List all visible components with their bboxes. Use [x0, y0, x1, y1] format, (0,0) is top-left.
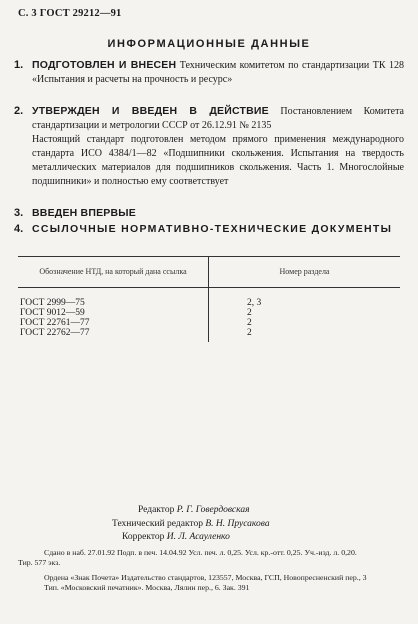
- info-item-4: [14, 222, 404, 237]
- column-header-document: Обозначение НТД, на который дана ссылка: [18, 257, 209, 288]
- reference-table: [18, 256, 400, 342]
- cell-section: 2: [247, 308, 252, 318]
- item-number: 2.: [14, 105, 24, 117]
- imprint-print-data: Сдано в наб. 27.01.92 Подп. в печ. 14.04.92 Усл. печ. л. 0,25. Усл. кр.-отт. 0,25. Уч.-изд. л. 0,20.: [44, 548, 357, 557]
- column-header-section: Номер раздела: [209, 257, 401, 288]
- item-paragraph: Настоящий стандарт подготовлен методом прямого применения международного стандарта ИСО 4384/1—82 «Подшипники скольжения. Испытания на твердость металлических материалов для подшипников скольжения. Часть 1. Многослойные подшипники» и полностью ему соответствует: [32, 134, 404, 187]
- corrector-line: [112, 531, 270, 545]
- info-item-1: [14, 58, 404, 87]
- item-heading: ВВЕДЕН ВПЕРВЫЕ: [32, 207, 136, 219]
- editor-line: [112, 504, 270, 518]
- item-heading: ССЫЛОЧНЫЕ НОРМАТИВНО-ТЕХНИЧЕСКИЕ ДОКУМЕНТЫ: [32, 223, 393, 235]
- editor-name: Р. Г. Говердовская: [176, 505, 250, 515]
- table-row: [18, 318, 400, 328]
- editor-label: Редактор: [138, 505, 175, 515]
- item-heading: ПОДГОТОВЛЕН И ВНЕСЕН: [32, 59, 177, 71]
- table-row: [18, 328, 400, 342]
- cell-document: ГОСТ 22762—77: [18, 328, 209, 342]
- item-heading: УТВЕРЖДЕН И ВВЕДЕН В ДЕЙСТВИЕ: [32, 105, 269, 117]
- item-number: 1.: [14, 59, 24, 71]
- cell-document: ГОСТ 9012—59: [18, 308, 209, 318]
- info-item-3: [14, 206, 404, 221]
- table-row: [18, 288, 400, 309]
- tech-editor-name: В. Н. Прусакова: [205, 518, 270, 529]
- cell-section: 2, 3: [247, 298, 262, 308]
- item-text: Техническим комитетом по стандартизации ТК 128 «Испытания и расчеты на прочность и ресурс»: [32, 60, 404, 85]
- imprint-block: [18, 548, 402, 592]
- imprint-publisher: Ордена «Знак Почета» Издательство стандартов, 123557, Москва, ГСП, Новопресненский пер., 3: [44, 573, 367, 583]
- editorial-credits: [112, 504, 270, 545]
- tech-editor-label: Технический редактор: [112, 518, 203, 529]
- corrector-label: Корректор: [122, 532, 165, 542]
- item-text: Постановлением Комитета стандартизации и метрологии СССР от 26.12.91 № 2135: [32, 106, 404, 131]
- running-head: С. 3 ГОСТ 29212—91: [18, 8, 122, 19]
- section-title: ИНФОРМАЦИОННЫЕ ДАННЫЕ: [107, 38, 311, 50]
- cell-document: ГОСТ 22761—77: [18, 318, 209, 328]
- table-header-row: [18, 257, 400, 288]
- cell-section: 2: [247, 318, 252, 328]
- imprint-circulation: Тир. 577 экз.: [18, 557, 61, 567]
- tech-editor-line: [112, 518, 270, 532]
- corrector-name: И. Л. Асауленко: [166, 532, 230, 542]
- cell-document: ГОСТ 2999—75: [18, 288, 209, 309]
- info-item-2: [14, 104, 404, 189]
- table-row: [18, 308, 400, 318]
- cell-section: 2: [247, 328, 252, 338]
- item-number: 4.: [14, 223, 24, 235]
- imprint-printer: Тип. «Московский печатник». Москва, Лялин пер., 6. Зак. 391: [44, 582, 250, 592]
- item-number: 3.: [14, 207, 24, 219]
